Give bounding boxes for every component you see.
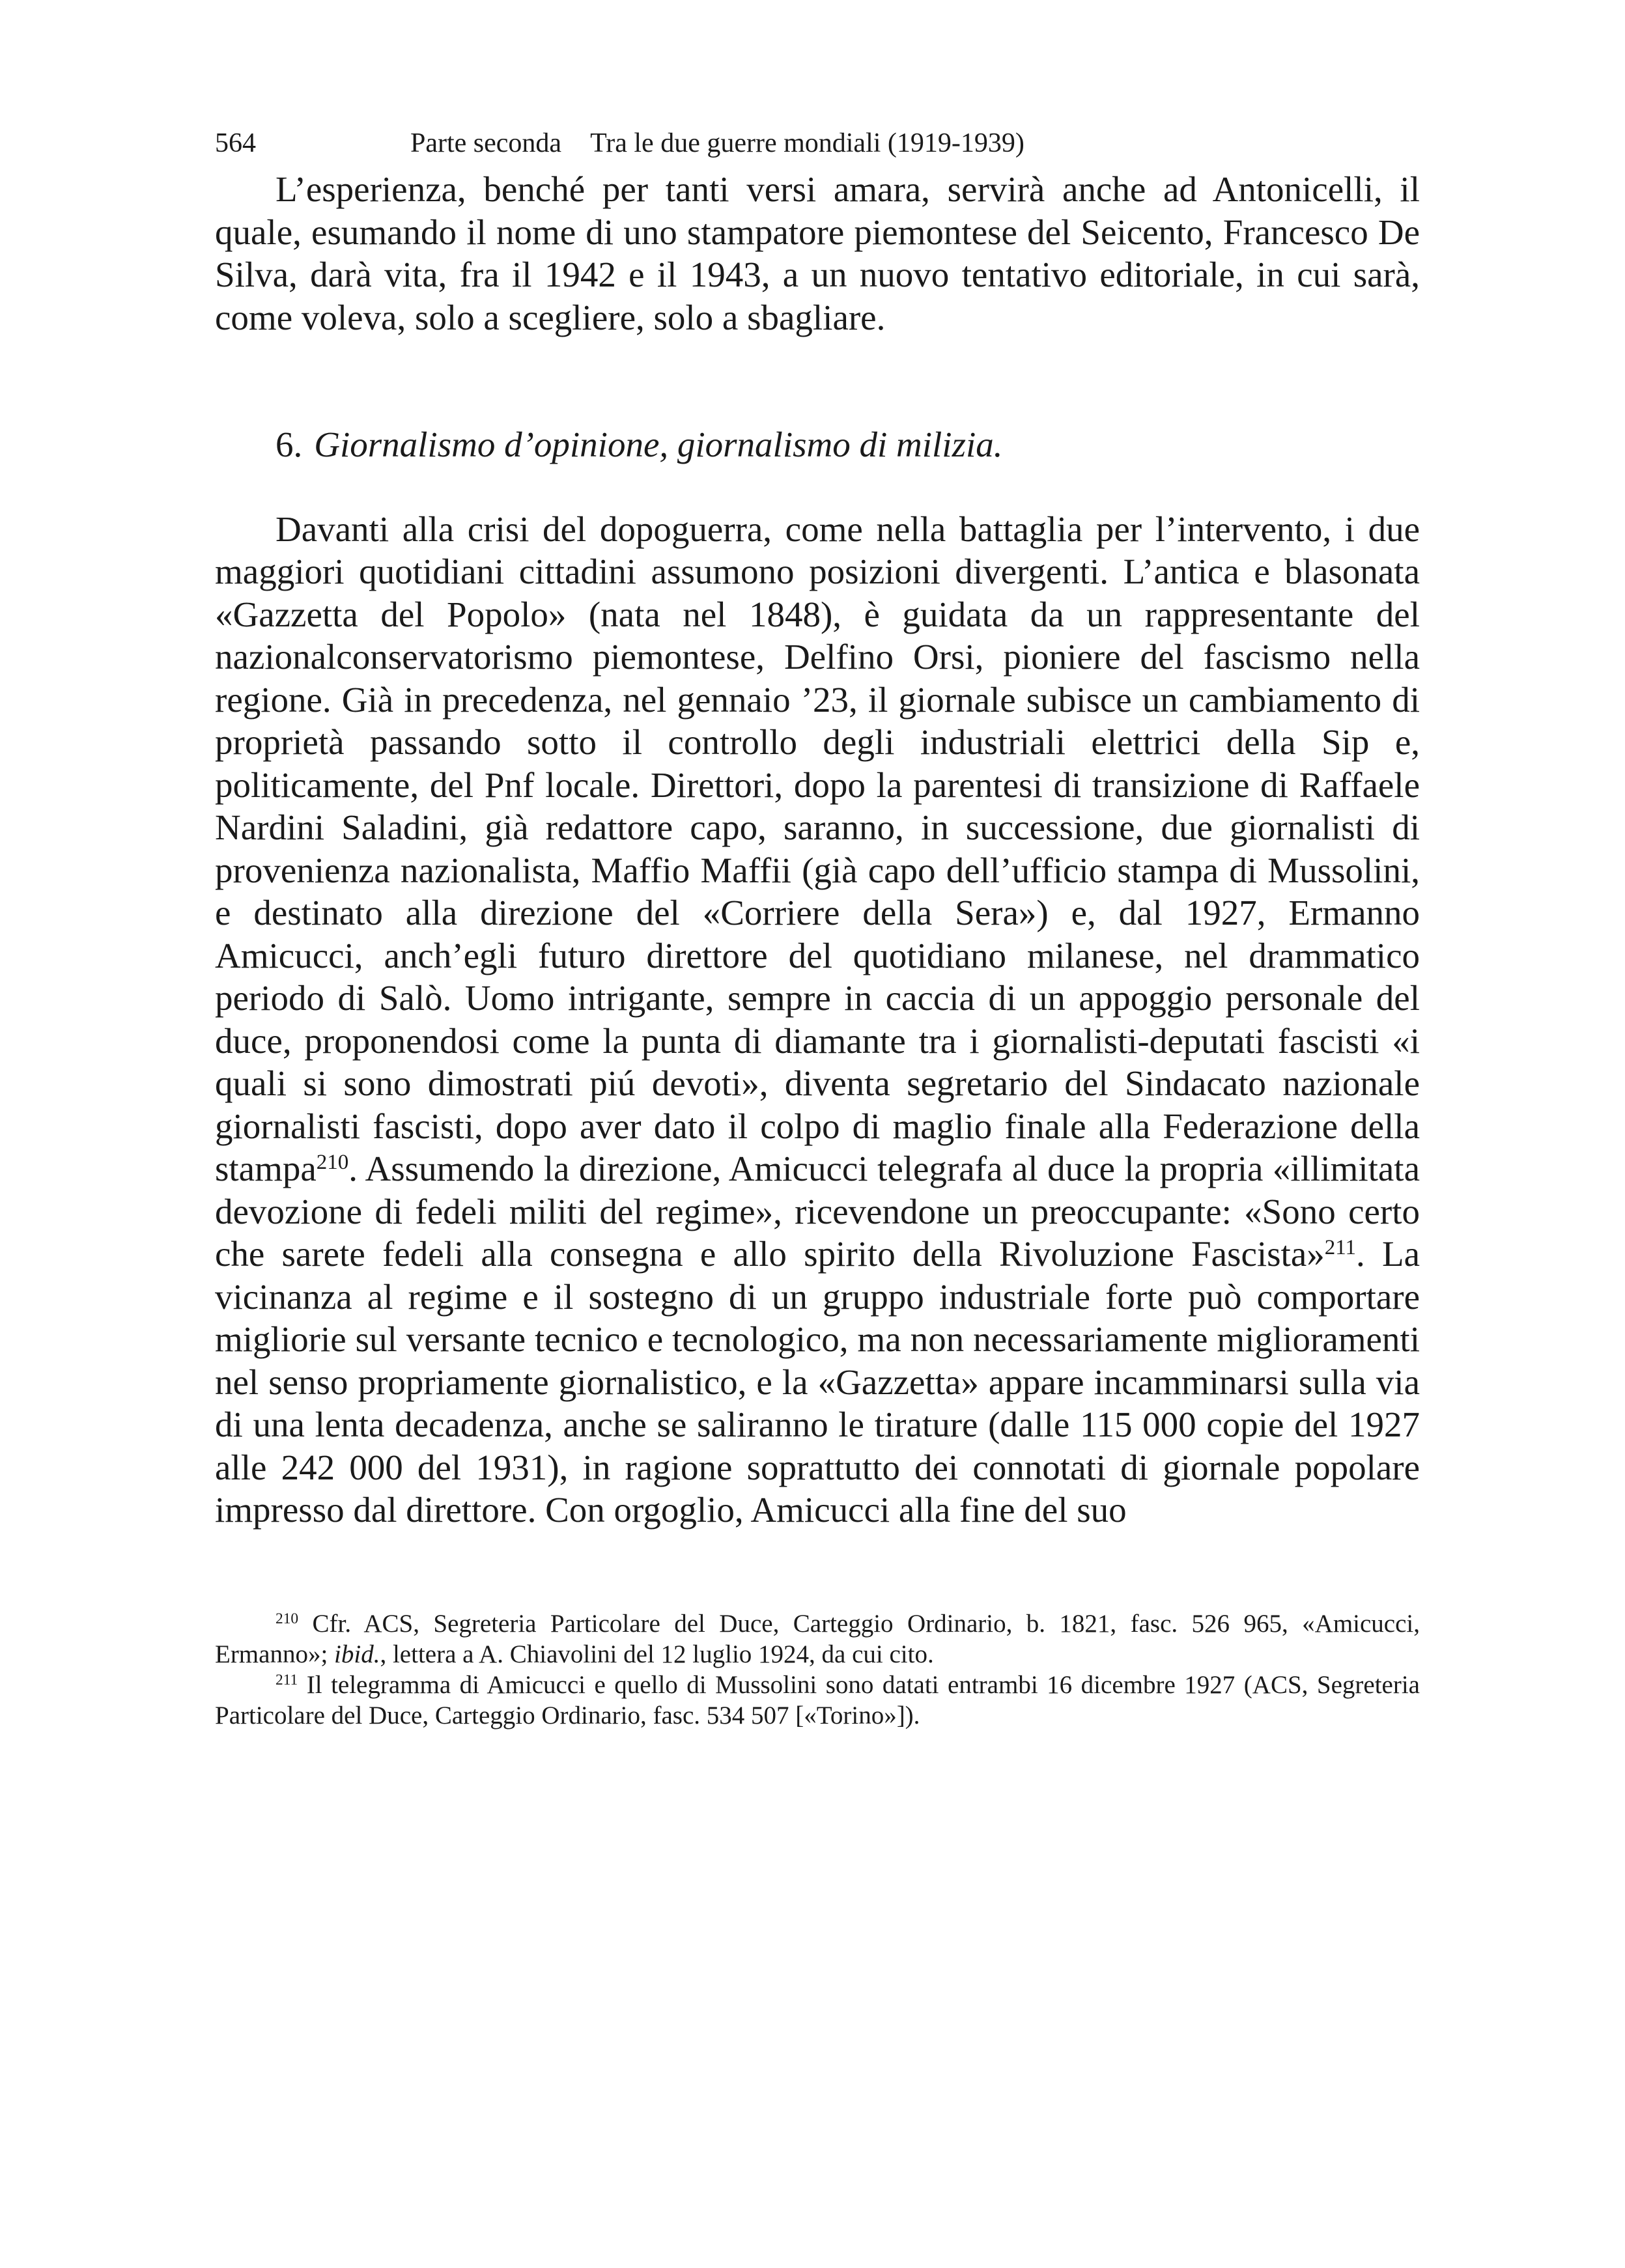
footnote-211 (215, 1670, 1420, 1731)
paragraph-text: . La vicinanza al regime e il sostegno di un gruppo industriale forte può comportare migliorie sul versante tecnico e tecnologico, ma non necessariamente miglioramenti nel senso propriamente giornalistico, e la «Gazzetta» appare incamminarsi sulla via di una lenta decadenza, anche se saliranno le tirature (dalle 115 000 copie del 1927 alle 242 000 del 1931), in ragione soprattutto dei connotati di giornale popolare impresso dal direttore. Con orgoglio, Amicucci alla fine del suo (215, 1234, 1420, 1530)
paragraph-gazzetta (215, 508, 1420, 1532)
paragraph-text: . Assumendo la direzione, Amicucci telegrafa al duce la propria «illimitata devozione di fedeli militi del regime», ricevendone un preoccupante: «Sono certo che sarete fedeli alla consegna e allo spirito della Rivoluzione Fascista» (215, 1149, 1420, 1274)
main-text (215, 168, 1420, 339)
page-number: 564 (215, 128, 256, 158)
running-head-title: Tra le due guerre mondiali (1919-1939) (590, 128, 1024, 158)
footnote-italic: ibid. (334, 1640, 380, 1668)
footnote-text: Il telegramma di Amicucci e quello di Mussolini sono datati entrambi 16 dicembre 1927 (ACS, Segreteria Particolare del Duce, Carteggio Ordinario, fasc. 534 507 [«Torino»]). (215, 1670, 1420, 1729)
main-text-section-6 (215, 508, 1420, 1532)
footnote-number: 211 (276, 1671, 298, 1688)
section-title: Giornalismo d’opinione, giornalismo di milizia. (314, 425, 1003, 464)
footnote-ref-210[interactable]: 210 (316, 1150, 349, 1174)
footnote-text: , lettera a A. Chiavolini del 12 luglio 1924, da cui cito. (380, 1640, 934, 1668)
footnote-210 (215, 1608, 1420, 1670)
book-page (215, 124, 1420, 1731)
running-head-part: Parte seconda (410, 128, 562, 158)
footnotes (215, 1608, 1420, 1731)
footnote-ref-211[interactable]: 211 (1324, 1235, 1357, 1259)
section-number: 6. (276, 425, 303, 464)
footnote-text: Cfr. ACS, Segreteria Particolare del Duce, Carteggio Ordinario, b. 1821, fasc. 526 965, «Amicucci, Ermanno»; (215, 1609, 1420, 1668)
section-heading (215, 423, 1420, 466)
paragraph-text: Davanti alla crisi del dopoguerra, come nella battaglia per l’intervento, i due maggiori quotidiani cittadini assumono posizioni divergenti. L’antica e blasonata «Gazzetta del Popolo» (nata nel 1848), è guidata da un rappresentante del nazionalconservatorismo piemontese, Delfino Orsi, pioniere del fascismo nella regione. Già in precedenza, nel gennaio ’23, il giornale subisce un cambiamento di proprietà passando sotto il controllo degli industriali elettrici della Sip e, politicamente, del Pnf locale. Direttori, dopo la parentesi di transizione di Raffaele Nardini Saladini, già redattore capo, saranno, in successione, due giornalisti di provenienza nazionalista, Maffio Maffii (già capo dell’ufficio stampa di Mussolini, e destinato alla direzione del «Corriere della Sera») e, dal 1927, Ermanno Amicucci, anch’egli futuro direttore del quotidiano milanese, nel drammatico periodo di Salò. Uomo intrigante, sempre in caccia di un appoggio personale del duce, proponendosi come la punta di diamante tra i giornalisti-deputati fascisti «i quali si sono dimostrati piú devoti», diventa segretario del Sindacato nazionale giornalisti fascisti, dopo aver dato il colpo di maglio finale alla Federazione della stampa (215, 509, 1420, 1188)
footnote-number: 210 (276, 1610, 299, 1627)
paragraph-antonicelli: L’esperienza, benché per tanti versi amara, servirà anche ad Antonicelli, il quale, esumando il nome di uno stampatore piemontese del Seicento, Francesco De Silva, darà vita, fra il 1942 e il 1943, a un nuovo tentativo editoriale, in cui sarà, come voleva, solo a scegliere, solo a sbagliare. (215, 169, 1420, 337)
running-head (215, 124, 1420, 163)
